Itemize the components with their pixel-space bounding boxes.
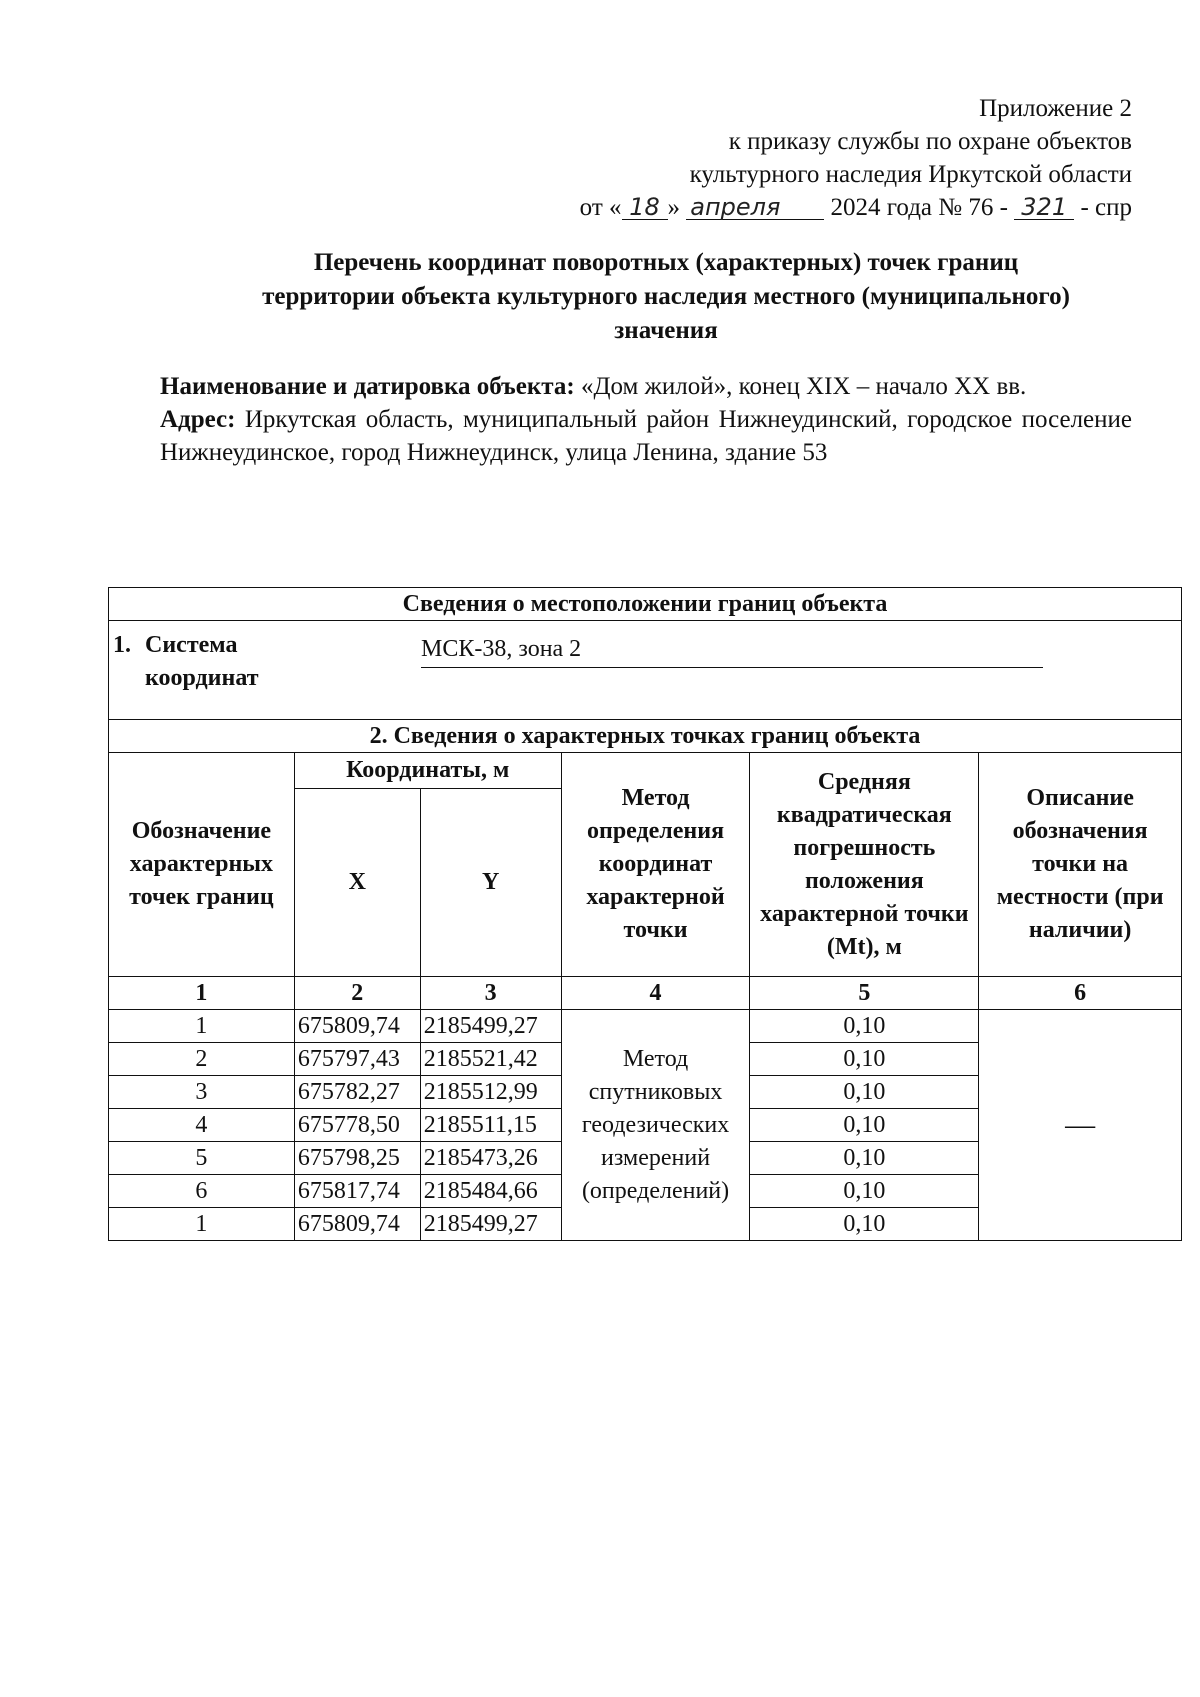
table-row bbox=[109, 1010, 1182, 1043]
object-address-value: Иркутская область, муниципальный район Нижнеудинский, городское поселение Нижнеудинское, город Нижнеудинск, улица Ленина, здание 53 bbox=[160, 406, 1132, 466]
order-suffix: - спр bbox=[1080, 194, 1132, 221]
coord-y: 2185484,66 bbox=[420, 1175, 561, 1208]
point-id: 4 bbox=[109, 1109, 295, 1142]
coord-x: 675809,74 bbox=[294, 1010, 420, 1043]
column-number: 2 bbox=[294, 977, 420, 1010]
header-y: Y bbox=[420, 789, 561, 977]
coord-x: 675797,43 bbox=[294, 1043, 420, 1076]
mt-value: 0,10 bbox=[750, 1076, 979, 1109]
column-number: 6 bbox=[979, 977, 1182, 1010]
point-id: 1 bbox=[109, 1010, 295, 1043]
header-x: X bbox=[294, 789, 420, 977]
coord-x: 675817,74 bbox=[294, 1175, 420, 1208]
coord-y: 2185473,26 bbox=[420, 1142, 561, 1175]
title-line-2: территории объекта культурного наследия местного (муниципального) bbox=[262, 283, 1070, 310]
point-id: 5 bbox=[109, 1142, 295, 1175]
coord-y: 2185521,42 bbox=[420, 1043, 561, 1076]
mt-value: 0,10 bbox=[750, 1109, 979, 1142]
date-mid: » bbox=[667, 194, 681, 221]
coord-x: 675778,50 bbox=[294, 1109, 420, 1142]
coord-y: 2185511,15 bbox=[420, 1109, 561, 1142]
title-line-1: Перечень координат поворотных (характерных) точек границ bbox=[313, 249, 1019, 276]
column-number: 1 bbox=[109, 977, 295, 1010]
appendix-title: Приложение 2 bbox=[979, 95, 1132, 122]
appendix-date-line bbox=[480, 191, 1132, 224]
object-name-label: Наименование и датировка объекта: bbox=[160, 373, 575, 400]
mt-value: 0,10 bbox=[750, 1175, 979, 1208]
mt-value: 0,10 bbox=[750, 1010, 979, 1043]
header-designation: Обозначение характерных точек границ bbox=[109, 753, 295, 977]
order-number-handwritten: 321 bbox=[1014, 195, 1074, 220]
point-id: 1 bbox=[109, 1208, 295, 1241]
object-info bbox=[160, 370, 1132, 469]
system-number: 1. bbox=[113, 632, 131, 658]
description-cell: — bbox=[979, 1010, 1182, 1241]
header-coordinates: Координаты, м bbox=[294, 753, 561, 789]
coord-x: 675809,74 bbox=[294, 1208, 420, 1241]
coord-x: 675798,25 bbox=[294, 1142, 420, 1175]
date-prefix: от « bbox=[579, 194, 622, 221]
point-id: 6 bbox=[109, 1175, 295, 1208]
coord-y: 2185499,27 bbox=[420, 1010, 561, 1043]
object-name-value: «Дом жилой», конец XIX – начало XX вв. bbox=[580, 373, 1027, 400]
method-value: Метод спутниковых геодезических измерений (определений) bbox=[581, 1045, 730, 1204]
appendix-block bbox=[480, 92, 1132, 224]
point-id: 3 bbox=[109, 1076, 295, 1109]
coordinate-system-cell bbox=[109, 621, 1182, 720]
system-value: МСК-38, зона 2 bbox=[421, 633, 1043, 668]
date-year: 2024 года № 76 - bbox=[830, 194, 1008, 221]
point-id: 2 bbox=[109, 1043, 295, 1076]
coord-x: 675782,27 bbox=[294, 1076, 420, 1109]
coord-y: 2185499,27 bbox=[420, 1208, 561, 1241]
column-number: 3 bbox=[420, 977, 561, 1010]
mt-value: 0,10 bbox=[750, 1142, 979, 1175]
header-method: Метод определения координат характерной точки bbox=[561, 753, 750, 977]
appendix-order-line: к приказу службы по охране объектов bbox=[728, 128, 1132, 155]
date-month-handwritten: апреля bbox=[686, 195, 824, 220]
document-title bbox=[150, 246, 1182, 348]
coord-y: 2185512,99 bbox=[420, 1076, 561, 1109]
column-number: 4 bbox=[561, 977, 750, 1010]
system-label: Система координат bbox=[145, 632, 259, 691]
section-title: Сведения о местоположении границ объекта bbox=[109, 588, 1182, 621]
title-line-3: значения bbox=[614, 317, 718, 344]
date-day-handwritten: 18 bbox=[622, 195, 668, 220]
object-address-label: Адрес: bbox=[160, 406, 236, 433]
object-name-line bbox=[160, 370, 1132, 403]
mt-value: 0,10 bbox=[750, 1208, 979, 1241]
points-section-title: 2. Сведения о характерных точках границ объекта bbox=[109, 720, 1182, 753]
header-description: Описание обозначения точки на местности (при наличии) bbox=[979, 753, 1182, 977]
column-number: 5 bbox=[750, 977, 979, 1010]
header-error: Средняя квадратическая погрешность положения характерной точки (Mt), м bbox=[750, 753, 979, 977]
object-address-line bbox=[160, 403, 1132, 469]
appendix-authority-line: культурного наследия Иркутской области bbox=[689, 161, 1132, 188]
mt-value: 0,10 bbox=[750, 1043, 979, 1076]
boundary-table bbox=[108, 587, 1182, 1241]
method-cell bbox=[561, 1010, 750, 1241]
